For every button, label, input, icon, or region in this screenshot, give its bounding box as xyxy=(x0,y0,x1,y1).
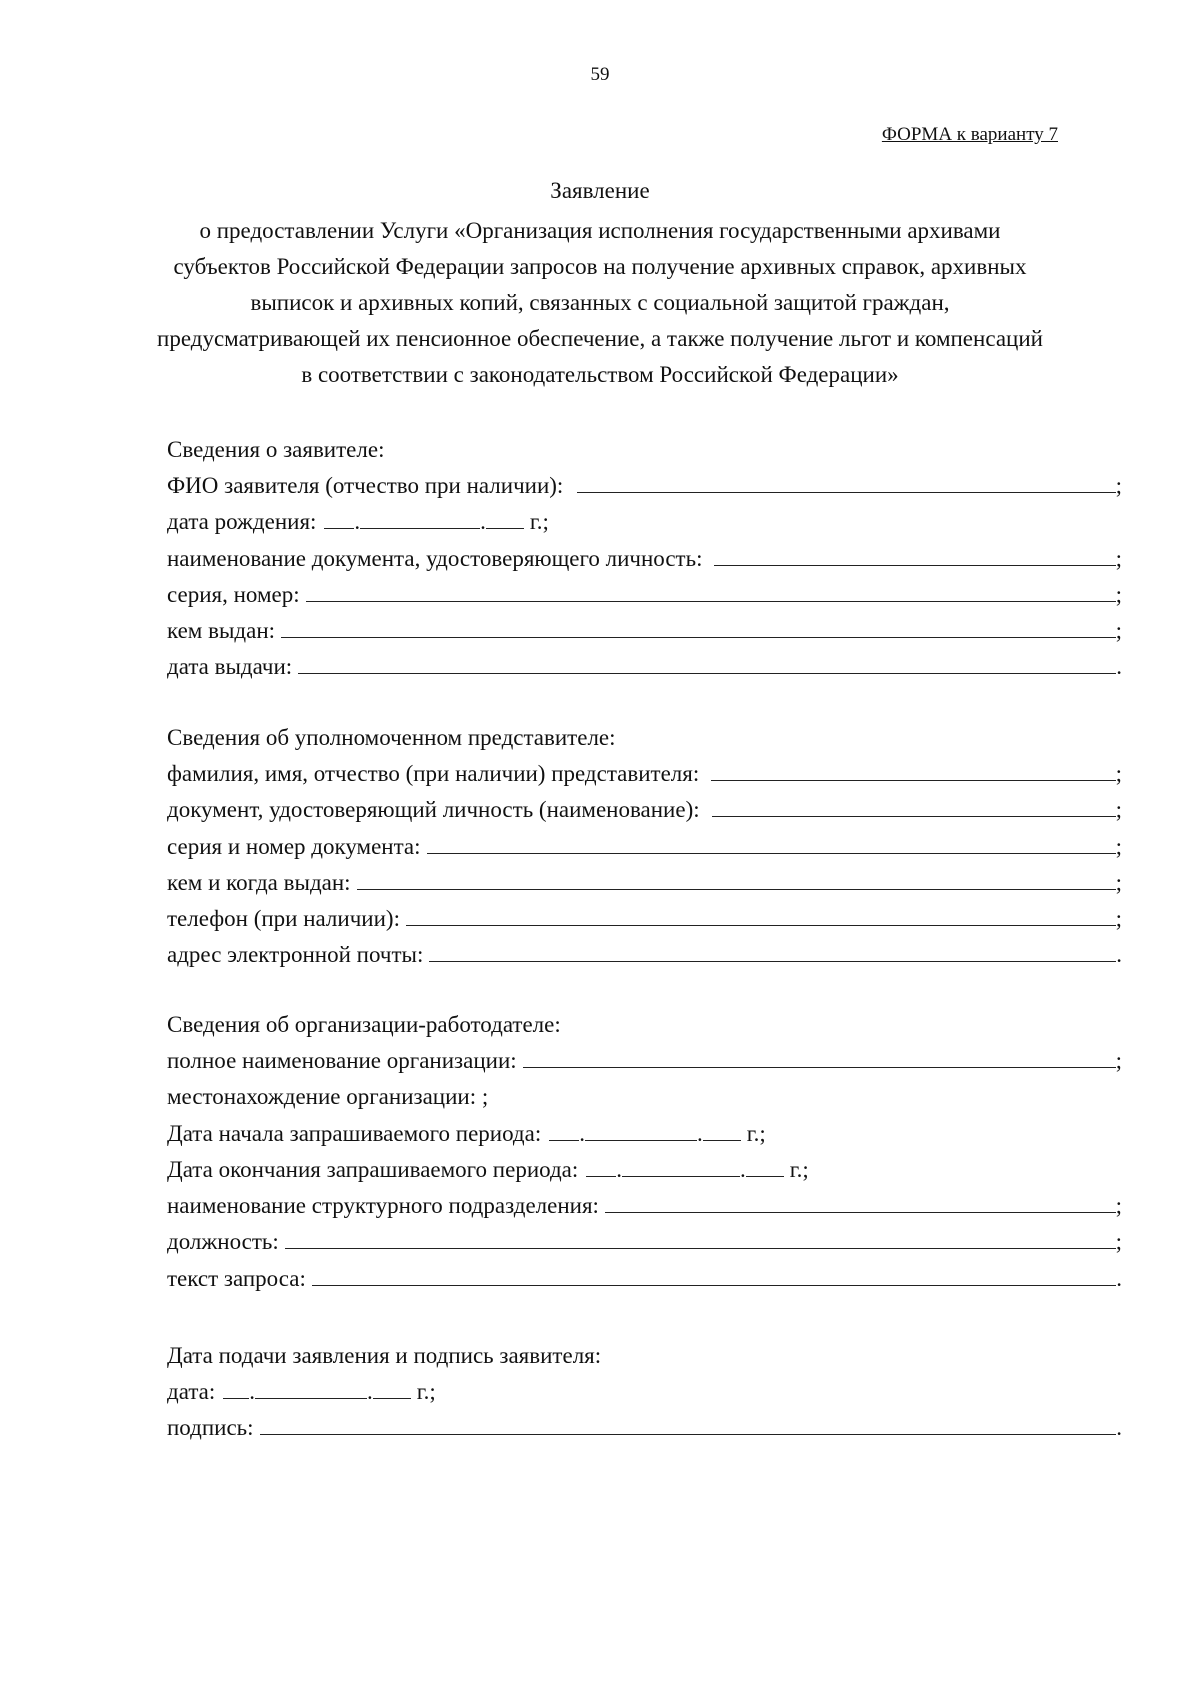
employer-full-name-row xyxy=(167,1043,1122,1079)
semicolon: ; xyxy=(1115,618,1122,644)
signature-label: подпись: xyxy=(167,1415,254,1441)
representative-series-number-label: серия и номер документа: xyxy=(167,833,421,859)
applicant-fio-row xyxy=(167,468,1122,504)
year-suffix: г.; xyxy=(789,1156,809,1182)
semicolon: ; xyxy=(1115,581,1122,607)
semicolon: ; xyxy=(1115,1193,1122,1219)
representative-series-number-field[interactable] xyxy=(427,829,1116,854)
division-row xyxy=(167,1188,1122,1224)
submission-year-field[interactable] xyxy=(373,1374,411,1399)
semicolon: ; xyxy=(1115,906,1122,932)
semicolon: ; xyxy=(1115,869,1122,895)
period-end-month-field[interactable] xyxy=(622,1152,740,1177)
period: . xyxy=(1116,1265,1122,1291)
semicolon: ; xyxy=(1115,761,1122,786)
applicant-doc-name-field[interactable] xyxy=(714,541,1115,566)
applicant-issued-by-row xyxy=(167,613,1122,649)
submission-day-field[interactable] xyxy=(223,1374,249,1399)
period-start-row: Дата начала запрашиваемого периода: . . г.; xyxy=(167,1116,1122,1152)
year-suffix: г.; xyxy=(416,1379,436,1404)
submission-month-field[interactable] xyxy=(255,1374,367,1399)
document-title: Заявление xyxy=(550,178,650,203)
applicant-birth-date-label: дата рождения: xyxy=(167,509,317,535)
period-end-row: Дата окончания запрашиваемого периода: . . г.; xyxy=(167,1152,1122,1188)
applicant-doc-name-label: наименование документа, удостоверяющего личность: xyxy=(167,545,703,571)
representative-fio-row xyxy=(167,756,1122,792)
representative-heading: Сведения об уполномоченном представителе: xyxy=(167,725,616,750)
applicant-birth-date-row: дата рождения: . . г.; xyxy=(167,504,1122,540)
applicant-issue-date-field[interactable] xyxy=(298,649,1116,674)
request-text-label: текст запроса: xyxy=(167,1265,306,1291)
applicant-series-number-label: серия, номер: xyxy=(167,581,300,607)
division-label: наименование структурного подразделения: xyxy=(167,1193,599,1219)
form-label: ФОРМА к варианту 7 xyxy=(881,124,1058,145)
submission-date-label: дата: xyxy=(167,1379,216,1404)
birth-month-field[interactable] xyxy=(360,504,480,529)
birth-day-field[interactable] xyxy=(324,504,354,529)
period-start-label: Дата начала запрашиваемого периода: xyxy=(167,1120,542,1146)
semicolon: ; xyxy=(1115,797,1122,823)
applicant-fio-label: ФИО заявителя (отчество при наличии): xyxy=(167,473,564,498)
employer-full-name-label: полное наименование организации: xyxy=(167,1048,517,1073)
applicant-doc-name-row xyxy=(167,541,1122,577)
period-start-month-field[interactable] xyxy=(585,1116,697,1141)
representative-phone-row xyxy=(167,901,1122,937)
period: . xyxy=(1116,942,1122,968)
semicolon: ; xyxy=(1115,833,1122,859)
document-subtitle: о предоставлении Услуги «Организация исполнения государственными архивами субъектов Российской Федерации запросов на получение архивных справок, архивных выписок и архивных копий, связанных с социальной защитой граждан, предусматривающей их пенсионное обеспечение, а также получение льгот и компенсаций в соответствии с законодательством Российской Федерации» xyxy=(157,218,1043,387)
year-suffix: г.; xyxy=(746,1120,766,1146)
applicant-issue-date-row xyxy=(167,649,1122,685)
applicant-issued-by-field[interactable] xyxy=(281,613,1116,638)
representative-phone-field[interactable] xyxy=(406,901,1116,926)
employer-location-label: местонахождение организации: ; xyxy=(167,1084,489,1110)
period-end-day-field[interactable] xyxy=(586,1152,616,1177)
representative-doc-label: документ, удостоверяющий личность (наименование): xyxy=(167,797,700,823)
period-end-label: Дата окончания запрашиваемого периода: xyxy=(167,1156,579,1182)
representative-doc-row xyxy=(167,792,1122,828)
request-text-field[interactable] xyxy=(312,1261,1116,1286)
signature-field[interactable] xyxy=(260,1410,1117,1435)
semicolon: ; xyxy=(1115,473,1122,498)
representative-section xyxy=(167,720,1122,974)
semicolon: ; xyxy=(1115,1229,1122,1255)
employer-full-name-field[interactable] xyxy=(523,1043,1116,1068)
employer-section xyxy=(167,1007,1122,1297)
period-start-year-field[interactable] xyxy=(703,1116,741,1141)
applicant-issue-date-label: дата выдачи: xyxy=(167,654,293,680)
page-number: 59 xyxy=(590,64,610,85)
representative-email-field[interactable] xyxy=(429,937,1116,962)
representative-fio-label: фамилия, имя, отчество (при наличии) представителя: xyxy=(167,761,700,786)
representative-email-row xyxy=(167,937,1122,973)
semicolon: ; xyxy=(1115,1048,1122,1073)
request-text-row xyxy=(167,1261,1122,1297)
representative-phone-label: телефон (при наличии): xyxy=(167,906,400,932)
period-start-day-field[interactable] xyxy=(549,1116,579,1141)
employer-location-row xyxy=(167,1079,1122,1115)
period: . xyxy=(1116,1415,1122,1441)
division-field[interactable] xyxy=(605,1188,1116,1213)
year-suffix: г.; xyxy=(529,509,549,535)
representative-email-label: адрес электронной почты: xyxy=(167,942,424,968)
birth-year-field[interactable] xyxy=(486,504,524,529)
semicolon: ; xyxy=(1115,545,1122,571)
submission-section xyxy=(167,1338,1122,1447)
submission-date-row: дата: . . г.; xyxy=(167,1374,1122,1410)
representative-doc-field[interactable] xyxy=(712,792,1116,817)
period: . xyxy=(1116,654,1122,680)
employer-heading: Сведения об организации-работодателе: xyxy=(167,1012,561,1037)
position-row xyxy=(167,1224,1122,1260)
signature-row xyxy=(167,1410,1122,1446)
representative-fio-field[interactable] xyxy=(711,756,1115,781)
representative-issued-label: кем и когда выдан: xyxy=(167,869,351,895)
representative-issued-field[interactable] xyxy=(357,865,1116,890)
applicant-series-number-row xyxy=(167,577,1122,613)
applicant-section xyxy=(167,432,1122,686)
applicant-series-number-field[interactable] xyxy=(306,577,1116,602)
position-field[interactable] xyxy=(285,1224,1116,1249)
position-label: должность: xyxy=(167,1229,279,1255)
submission-heading: Дата подачи заявления и подпись заявителя: xyxy=(167,1343,602,1368)
period-end-year-field[interactable] xyxy=(746,1152,784,1177)
representative-issued-row xyxy=(167,865,1122,901)
applicant-heading: Сведения о заявителе: xyxy=(167,437,385,462)
representative-series-number-row xyxy=(167,829,1122,865)
applicant-issued-by-label: кем выдан: xyxy=(167,618,276,644)
applicant-fio-field[interactable] xyxy=(577,468,1115,493)
